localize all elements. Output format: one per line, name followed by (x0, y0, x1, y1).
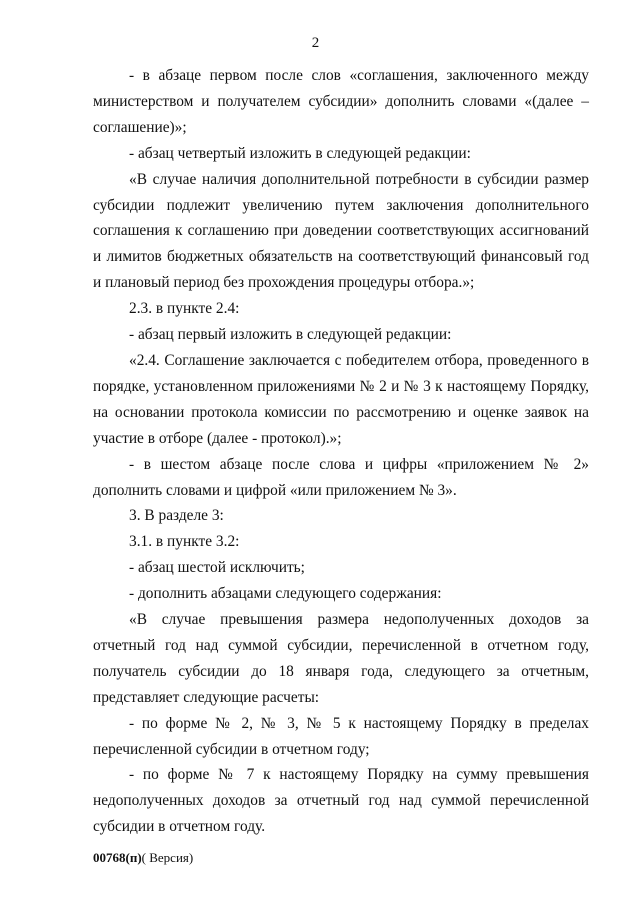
paragraph-13: - по форме № 2, № 3, № 5 к настоящему Порядку в пределах перечисленной субсидии в отчетном году; (93, 714, 589, 758)
footer-code: 00768(п) (93, 850, 142, 865)
paragraph-10: - абзац шестой исключить; (129, 559, 305, 577)
paragraph-4: 2.3. в пункте 2.4: (129, 300, 240, 318)
page-number: 2 (311, 35, 320, 51)
paragraph-7: - в шестом абзаце после слова и цифры «приложением № 2» дополнить словами и цифрой «или приложением № 3». (93, 455, 589, 499)
document-footer (93, 850, 193, 866)
paragraph-5: - абзац первый изложить в следующей редакции: (129, 326, 452, 344)
paragraph-1: - в абзаце первом после слов «соглашения, заключенного между министерством и получателем субсидии» дополнить словами «(далее – соглашение)»; (93, 67, 589, 136)
paragraph-9: 3.1. в пункте 3.2: (129, 533, 240, 551)
paragraph-8: 3. В разделе 3: (129, 507, 224, 525)
paragraph-11: - дополнить абзацами следующего содержания: (129, 585, 442, 603)
paragraph-14: - по форме № 7 к настоящему Порядку на сумму превышения недополученных доходов за отчетный год над суммой перечисленной субсидии в отчетном году. (93, 766, 589, 836)
footer-label: ( Версия) (141, 850, 194, 865)
paragraph-6: «2.4. Соглашение заключается с победителем отбора, проведенного в порядке, установленном приложениями № 2 и № 3 к настоящему Порядку, на основании протокола комиссии по рассмотрению и оценке заявок на участие в отборе (далее - протокол).»; (93, 351, 589, 447)
document-body (93, 63, 589, 840)
paragraph-2: - абзац четвертый изложить в следующей редакции: (129, 144, 471, 162)
paragraph-12: «В случае превышения размера недополученных доходов за отчетный год над суммой субсидии, перечисленной в отчетном году, получатель субсидии до 18 января года, следующего за отчетным, представляет следующие расчеты: (93, 611, 589, 706)
paragraph-3: «В случае наличия дополнительной потребности в субсидии размер субсидии подлежит увеличению путем заключения дополнительного соглашения к соглашению при доведении соответствующих ассигнований и лимитов бюджетных обязательств на соответствующий финансовый год и плановый период без прохождения процедуры отбора.»; (93, 170, 589, 292)
